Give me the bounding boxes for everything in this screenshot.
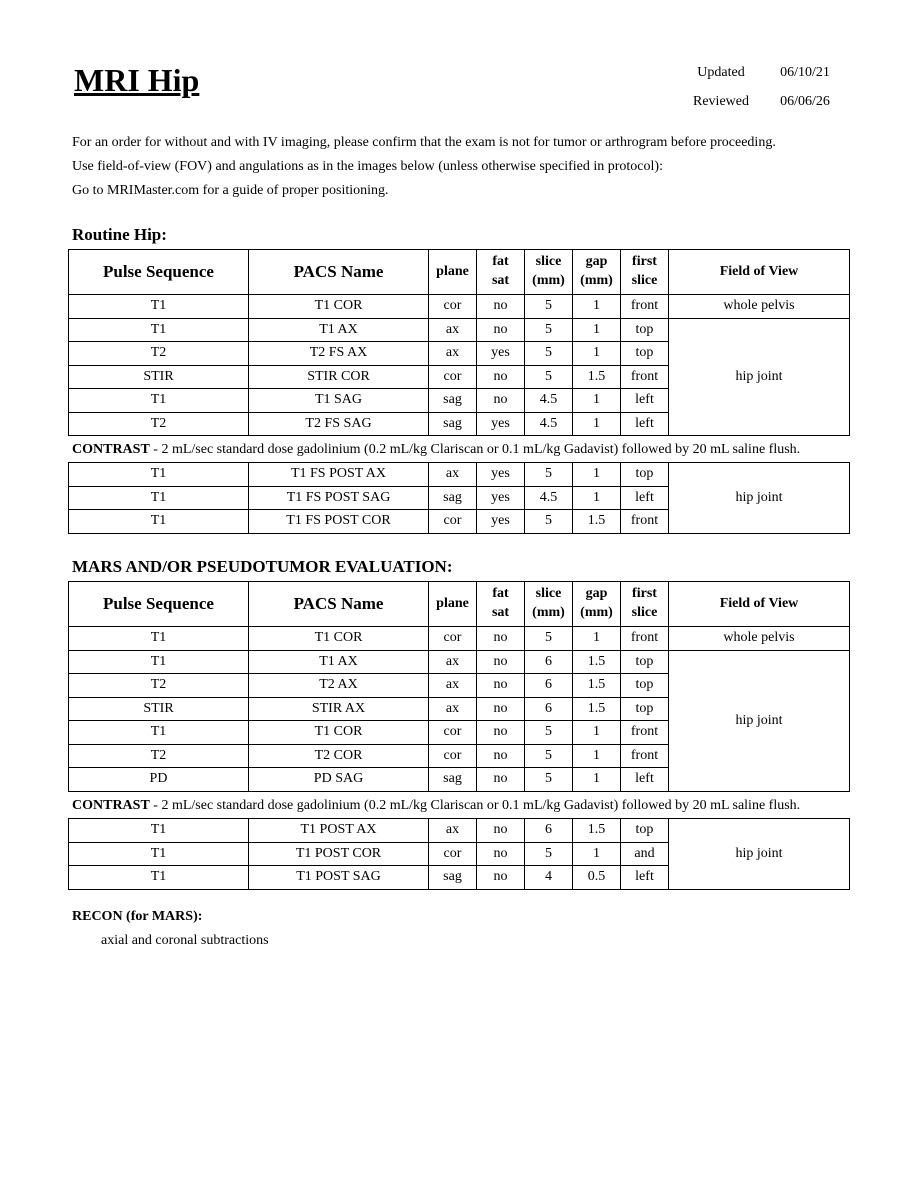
plane-cell: ax: [429, 342, 477, 366]
intro-line: Use field-of-view (FOV) and angulations as in the images below (unless otherwise specified in protocol):: [72, 159, 663, 174]
slice-cell: 5: [525, 627, 573, 651]
pulse-sequence-cell: T2: [69, 342, 249, 366]
pacs-name-cell: T1 SAG: [249, 389, 429, 413]
header-gap: [573, 250, 621, 295]
pulse-sequence-cell: T1: [69, 486, 249, 510]
reviewed-label: Reviewed: [693, 93, 749, 109]
pacs-name-cell: STIR COR: [249, 365, 429, 389]
header-slice-text: (mm): [532, 605, 565, 620]
first-slice-cell: top: [621, 463, 669, 487]
header-gap-text: (mm): [580, 605, 613, 620]
pacs-name-cell: T1 COR: [249, 721, 429, 745]
pacs-name-cell: T1 FS POST SAG: [249, 486, 429, 510]
header-first-slice: [621, 582, 669, 627]
header-fat-sat: [477, 250, 525, 295]
table-row: [69, 318, 850, 342]
mars-post-contrast-table: [68, 818, 850, 890]
intro-line: Go to MRIMaster.com for a guide of proper positioning.: [72, 183, 389, 198]
routine-protocol-table: [68, 249, 850, 436]
pulse-sequence-cell: T1: [69, 627, 249, 651]
header-first-slice-text: first: [632, 586, 657, 602]
pulse-sequence-cell: T1: [69, 463, 249, 487]
plane-cell: cor: [429, 295, 477, 319]
fat-sat-cell: no: [477, 768, 525, 792]
pacs-name-cell: T1 AX: [249, 650, 429, 674]
pacs-name-cell: PD SAG: [249, 768, 429, 792]
gap-cell: 1.5: [573, 510, 621, 534]
first-slice-cell: and: [621, 842, 669, 866]
routine-contrast-note: [72, 442, 800, 458]
mars-contrast-note: [72, 798, 800, 814]
header-row: [69, 250, 850, 295]
mars-protocol-table: [68, 581, 850, 792]
header-plane: [429, 582, 477, 627]
plane-cell: sag: [429, 412, 477, 436]
first-slice-cell: top: [621, 318, 669, 342]
header-fat-sat: [477, 582, 525, 627]
slice-cell: 5: [525, 318, 573, 342]
pacs-name-cell: T2 FS AX: [249, 342, 429, 366]
gap-cell: 1: [573, 721, 621, 745]
fat-sat-cell: no: [477, 819, 525, 843]
slice-cell: 4.5: [525, 389, 573, 413]
pulse-sequence-cell: T1: [69, 819, 249, 843]
gap-cell: 1.5: [573, 819, 621, 843]
plane-cell: sag: [429, 486, 477, 510]
slice-cell: 5: [525, 342, 573, 366]
header-plane-text: plane: [436, 595, 469, 611]
pacs-name-cell: T2 AX: [249, 674, 429, 698]
fat-sat-cell: no: [477, 744, 525, 768]
pulse-sequence-cell: T1: [69, 389, 249, 413]
first-slice-cell: front: [621, 627, 669, 651]
slice-cell: 5: [525, 721, 573, 745]
first-slice-cell: front: [621, 721, 669, 745]
contrast-text: - 2 mL/sec standard dose gadolinium (0.2 mL/kg Clariscan or 0.1 mL/kg Gadavist) followed by 20 mL saline flush.: [149, 798, 801, 813]
pulse-sequence-cell: T1: [69, 721, 249, 745]
first-slice-cell: top: [621, 697, 669, 721]
slice-cell: 4.5: [525, 486, 573, 510]
slice-cell: 5: [525, 463, 573, 487]
pacs-name-cell: T1 AX: [249, 318, 429, 342]
plane-cell: ax: [429, 318, 477, 342]
header-gap-text: (mm): [580, 273, 613, 288]
header-pulse-sequence-text: Pulse Sequence: [103, 261, 214, 281]
pulse-sequence-cell: PD: [69, 768, 249, 792]
gap-cell: 1.5: [573, 674, 621, 698]
field-of-view-cell: hip joint: [669, 463, 850, 534]
table-row: [69, 463, 850, 487]
header-pacs-name-text: PACS Name: [293, 593, 384, 613]
gap-cell: 1: [573, 768, 621, 792]
first-slice-cell: left: [621, 866, 669, 890]
pulse-sequence-cell: T1: [69, 295, 249, 319]
reviewed-date: 06/06/26: [780, 93, 830, 109]
pacs-name-cell: T1 FS POST COR: [249, 510, 429, 534]
slice-cell: 5: [525, 365, 573, 389]
plane-cell: sag: [429, 866, 477, 890]
fat-sat-cell: no: [477, 295, 525, 319]
header-first-slice-text: slice: [631, 605, 658, 620]
plane-cell: cor: [429, 842, 477, 866]
table-row: [69, 650, 850, 674]
pacs-name-cell: T2 COR: [249, 744, 429, 768]
plane-cell: ax: [429, 674, 477, 698]
slice-cell: 4: [525, 866, 573, 890]
first-slice-cell: left: [621, 486, 669, 510]
first-slice-cell: top: [621, 342, 669, 366]
first-slice-cell: left: [621, 412, 669, 436]
slice-cell: 5: [525, 842, 573, 866]
header-slice: [525, 582, 573, 627]
header-pacs-name: [249, 582, 429, 627]
header-first-slice-text: slice: [631, 273, 658, 288]
fat-sat-cell: yes: [477, 412, 525, 436]
header-plane-text: plane: [436, 263, 469, 279]
header-plane: [429, 250, 477, 295]
field-of-view-cell: hip joint: [669, 318, 850, 436]
first-slice-cell: front: [621, 295, 669, 319]
first-slice-cell: left: [621, 389, 669, 413]
plane-cell: ax: [429, 463, 477, 487]
routine-section-title: Routine Hip:: [72, 225, 167, 244]
pulse-sequence-cell: T2: [69, 412, 249, 436]
header-pulse-sequence: [69, 582, 249, 627]
header-fat-sat-text: fat: [492, 586, 509, 602]
gap-cell: 1.5: [573, 650, 621, 674]
gap-cell: 1: [573, 463, 621, 487]
pulse-sequence-cell: T1: [69, 318, 249, 342]
gap-cell: 1.5: [573, 697, 621, 721]
fat-sat-cell: no: [477, 842, 525, 866]
pacs-name-cell: T1 POST SAG: [249, 866, 429, 890]
header-first-slice-text: first: [632, 254, 657, 270]
contrast-label: CONTRAST: [72, 798, 150, 813]
contrast-text: - 2 mL/sec standard dose gadolinium (0.2 mL/kg Clariscan or 0.1 mL/kg Gadavist) followed by 20 mL saline flush.: [149, 442, 801, 457]
gap-cell: 1: [573, 412, 621, 436]
page-title: MRI Hip: [74, 62, 200, 98]
recon-body: axial and coronal subtractions: [101, 933, 269, 948]
fat-sat-cell: yes: [477, 510, 525, 534]
first-slice-cell: top: [621, 674, 669, 698]
pulse-sequence-cell: T1: [69, 650, 249, 674]
fat-sat-cell: no: [477, 318, 525, 342]
pacs-name-cell: T1 FS POST AX: [249, 463, 429, 487]
header-slice-text: slice: [535, 254, 562, 270]
fat-sat-cell: no: [477, 650, 525, 674]
header-fat-sat-text: sat: [491, 605, 510, 620]
intro-line: For an order for without and with IV imaging, please confirm that the exam is not for tumor or arthrogram before proceeding.: [72, 135, 776, 150]
pacs-name-cell: T1 POST AX: [249, 819, 429, 843]
pacs-name-cell: T1 COR: [249, 295, 429, 319]
header-field-of-view: [669, 582, 850, 627]
updated-label: Updated: [697, 64, 745, 80]
plane-cell: ax: [429, 819, 477, 843]
header-gap-text: gap: [585, 254, 608, 270]
routine-post-contrast-table: [68, 462, 850, 534]
fat-sat-cell: no: [477, 674, 525, 698]
header-pulse-sequence: [69, 250, 249, 295]
table-row: [69, 627, 850, 651]
fat-sat-cell: no: [477, 365, 525, 389]
dates-table: [672, 58, 840, 116]
plane-cell: ax: [429, 650, 477, 674]
table-row: [69, 819, 850, 843]
mars-section-title: MARS AND/OR PSEUDOTUMOR EVALUATION:: [72, 557, 453, 576]
field-of-view-cell: hip joint: [669, 650, 850, 791]
fat-sat-cell: yes: [477, 463, 525, 487]
header-gap: [573, 582, 621, 627]
header-gap-text: gap: [585, 586, 608, 602]
field-of-view-cell: whole pelvis: [669, 295, 850, 319]
pulse-sequence-cell: T1: [69, 510, 249, 534]
header-field-of-view-text: Field of View: [719, 263, 799, 279]
pulse-sequence-cell: STIR: [69, 365, 249, 389]
header-pulse-sequence-text: Pulse Sequence: [103, 593, 214, 613]
plane-cell: cor: [429, 744, 477, 768]
gap-cell: 0.5: [573, 866, 621, 890]
updated-date: 06/10/21: [780, 64, 830, 80]
gap-cell: 1: [573, 842, 621, 866]
first-slice-cell: front: [621, 744, 669, 768]
slice-cell: 6: [525, 650, 573, 674]
pacs-name-cell: T2 FS SAG: [249, 412, 429, 436]
gap-cell: 1: [573, 342, 621, 366]
field-of-view-cell: whole pelvis: [669, 627, 850, 651]
fat-sat-cell: yes: [477, 486, 525, 510]
pacs-name-cell: T1 COR: [249, 627, 429, 651]
slice-cell: 5: [525, 744, 573, 768]
gap-cell: 1: [573, 744, 621, 768]
first-slice-cell: front: [621, 365, 669, 389]
gap-cell: 1: [573, 295, 621, 319]
recon-title: RECON (for MARS):: [72, 909, 203, 924]
header-pacs-name-text: PACS Name: [293, 261, 384, 281]
plane-cell: ax: [429, 697, 477, 721]
pacs-name-cell: STIR AX: [249, 697, 429, 721]
header-row: [69, 582, 850, 627]
gap-cell: 1: [573, 389, 621, 413]
pulse-sequence-cell: T2: [69, 744, 249, 768]
plane-cell: sag: [429, 389, 477, 413]
pacs-name-cell: T1 POST COR: [249, 842, 429, 866]
plane-cell: cor: [429, 510, 477, 534]
contrast-label: CONTRAST: [72, 442, 150, 457]
plane-cell: sag: [429, 768, 477, 792]
pulse-sequence-cell: T2: [69, 674, 249, 698]
slice-cell: 6: [525, 674, 573, 698]
first-slice-cell: top: [621, 819, 669, 843]
fat-sat-cell: yes: [477, 342, 525, 366]
fat-sat-cell: no: [477, 389, 525, 413]
field-of-view-cell: hip joint: [669, 819, 850, 890]
header-slice-text: (mm): [532, 273, 565, 288]
plane-cell: cor: [429, 627, 477, 651]
plane-cell: cor: [429, 721, 477, 745]
gap-cell: 1: [573, 627, 621, 651]
fat-sat-cell: no: [477, 627, 525, 651]
fat-sat-cell: no: [477, 697, 525, 721]
slice-cell: 4.5: [525, 412, 573, 436]
intro-text: [72, 131, 776, 203]
gap-cell: 1: [573, 486, 621, 510]
gap-cell: 1: [573, 318, 621, 342]
first-slice-cell: top: [621, 650, 669, 674]
pulse-sequence-cell: STIR: [69, 697, 249, 721]
slice-cell: 5: [525, 295, 573, 319]
header-field-of-view: [669, 250, 850, 295]
header-field-of-view-text: Field of View: [719, 595, 799, 611]
header-fat-sat-text: sat: [491, 273, 510, 288]
header-first-slice: [621, 250, 669, 295]
first-slice-cell: front: [621, 510, 669, 534]
table-row: [69, 295, 850, 319]
fat-sat-cell: no: [477, 866, 525, 890]
slice-cell: 5: [525, 510, 573, 534]
header-pacs-name: [249, 250, 429, 295]
header-slice-text: slice: [535, 586, 562, 602]
gap-cell: 1.5: [573, 365, 621, 389]
plane-cell: cor: [429, 365, 477, 389]
pulse-sequence-cell: T1: [69, 866, 249, 890]
slice-cell: 6: [525, 697, 573, 721]
header-slice: [525, 250, 573, 295]
first-slice-cell: left: [621, 768, 669, 792]
header-fat-sat-text: fat: [492, 254, 509, 270]
slice-cell: 5: [525, 768, 573, 792]
pulse-sequence-cell: T1: [69, 842, 249, 866]
fat-sat-cell: no: [477, 721, 525, 745]
slice-cell: 6: [525, 819, 573, 843]
